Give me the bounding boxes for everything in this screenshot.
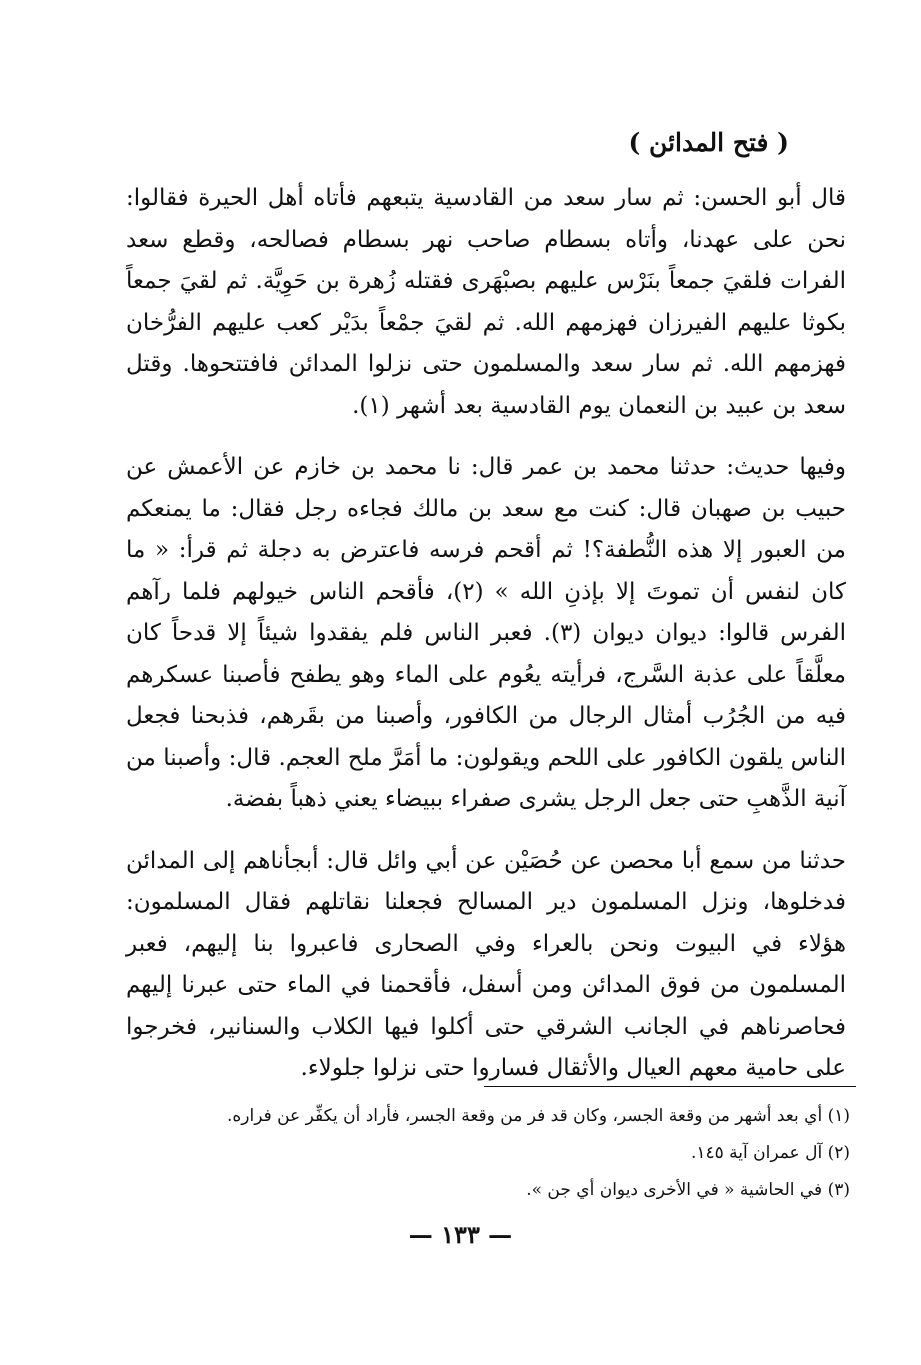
paragraph-2: وفيها حديث: حدثنا محمد بن عمر قال: نا محمد بن خازم عن الأعمش عن حبيب بن صهبان قال: كنت مع سعد بن مالك فجاءه رجل فقال: ما يمنعكم من العبور إلا هذه النُّطفة؟! ثم أقحم فرسه فاعترض به دجلة ثم قرأ: « ما كان لنفس أن تموتَ إلا بإذنِ الله » (٢)، فأقحم الناس خيولهم فلما رآهم الفرس قالوا: ديوان ديوان (٣). فعبر الناس فلم يفقدوا شيئاً إلا قدحاً كان معلَّقاً على عذبة السَّرج، فرأيته يعُوم على الماء وهو يطفح فأصبنا عسكرهم فيه من الجُرُب أمثال الرجال من الكافور، وأصبنا من بقَرهم، فذبحنا فجعل الناس يلقون الكافور على اللحم ويقولون: ما أمَرَّ ملح العجم. قال: وأصبنا من آنية الذَّهبِ حتى جعل الرجل يشرى صفراء ببيضاء يعني ذهباً بفضة. (126, 454, 846, 812)
footnote-divider (484, 1086, 856, 1087)
footnote-2: (٢) آل عمران آية ١٤٥. (690, 1143, 850, 1163)
footnote-3: (٣) في الحاشية « في الأخرى ديوان أي جن ». (526, 1180, 850, 1200)
paragraph-1: قال أبو الحسن: ثم سار سعد من القادسية يتبعهم فأتاه أهل الحيرة فقالوا: نحن على عهدنا، وأتاه بسطام صاحب نهر بسطام فصالحه، وقطع سعد الفرات فلقيَ جمعاً بنَرْس عليهم بصبْهَرى فقتله زُهرة بن حَوِيَّة. ثم لقيَ جمعاً بكوثا عليهم الفيرزان فهزمهم الله. ثم لقيَ جمْعاً بدَيْر كعب عليهم الفرُّخان فهزمهم الله. ثم سار سعد والمسلمون حتى نزلوا المدائن فافتتحوها. وقتل سعد بن عبيد بن النعمان يوم القادسية بعد أشهر (١). (126, 185, 846, 419)
footnote-1: (١) أي بعد أشهر من وقعة الجسر، وكان قد فر من وقعة الجسر، فأراد أن يكفِّر عن فراره. (226, 1106, 850, 1126)
main-text (126, 178, 846, 1090)
page-number: — ١٣٣ — (408, 1220, 513, 1249)
footnotes (120, 1098, 850, 1209)
paragraph-3: حدثنا من سمع أبا محصن عن حُصَيْن عن أبي وائل قال: أبجأناهم إلى المدائن فدخلوها، ونزل المسلمون دير المسالح فجعلنا نقاتلهم فقال المسلمون: هؤلاء في البيوت ونحن بالعراء وفي الصحارى فاعبروا بنا إليهم، فعبر المسلمون من فوق المدائن ومن أسفل، فأقحمنا في الماء حتى عبرنا إليهم فحاصرناهم في الجانب الشرقي حتى أكلوا فيها الكلاب والسنانير، فخرجوا على حامية معهم العيال والأثقال فساروا حتى نزلوا جلولاء. (126, 847, 846, 1081)
chapter-heading: ( فتح المدائن ) (628, 128, 789, 157)
